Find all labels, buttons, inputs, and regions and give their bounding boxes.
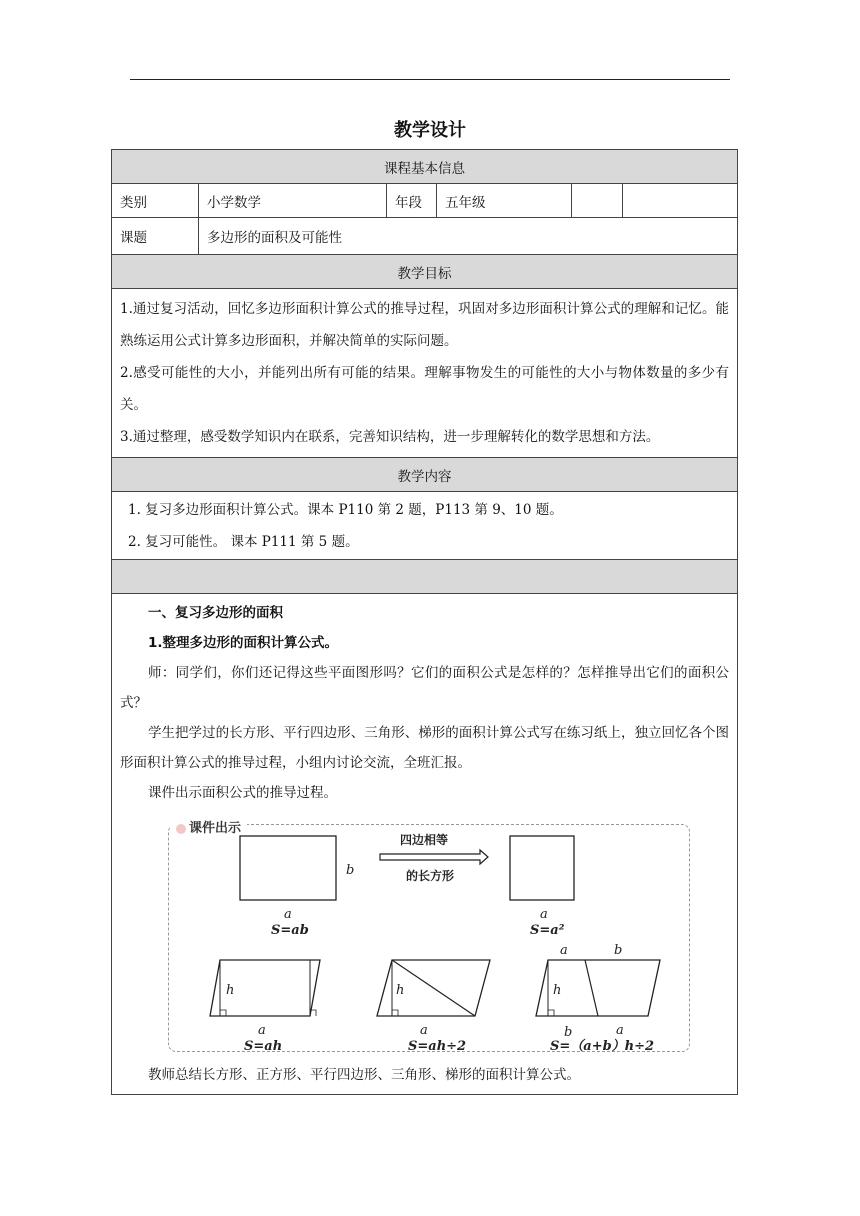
empty-cell — [572, 184, 623, 218]
arrow-text-bottom: 的长方形 — [406, 869, 455, 883]
student-activity: 学生把学过的长方形、平行四边形、三角形、梯形的面积计算公式写在练习纸上，独立回忆各个图形面积计算公式的推导过程，小组内讨论交流，全班汇报。 — [120, 725, 730, 771]
triangle-diagonal — [392, 960, 475, 1016]
teacher-question: 师：同学们，你们还记得这些平面图形吗？它们的面积公式是怎样的？怎样推导出它们的面积公式？ — [120, 665, 730, 711]
topic-value: 多边形的面积及可能性 — [199, 218, 738, 255]
trapezoid-h: h — [553, 983, 562, 998]
right-angle-icon — [392, 1010, 398, 1016]
goal-item: 2.感受可能性的大小，并能列出所有可能的结果。理解事物发生的可能性的大小与物体数量的多少有关。 — [120, 365, 730, 413]
teacher-summary: 教师总结长方形、正方形、平行四边形、三角形、梯形的面积计算公式。 — [148, 1067, 580, 1083]
trapezoid-bottom-b: b — [564, 1025, 573, 1040]
right-angle-icon — [548, 1010, 554, 1016]
goals-body — [112, 289, 738, 458]
basic-info-header: 课程基本信息 — [112, 150, 738, 184]
trapezoid-divider — [585, 960, 598, 1016]
category-label: 类别 — [112, 184, 199, 218]
transform-arrow-icon — [380, 850, 488, 864]
content-item: 2. 复习可能性。 课本 P111 第 5 题。 — [128, 533, 359, 550]
arrow-text-top: 四边相等 — [400, 833, 449, 847]
trapezoid-bottom-a: a — [616, 1023, 624, 1038]
process-body — [112, 594, 738, 1095]
square-formula: S=a² — [530, 923, 565, 938]
courseware-note: 课件出示面积公式的推导过程。 — [148, 785, 337, 801]
content-body — [112, 492, 738, 560]
rectangle-shape — [240, 836, 336, 900]
figure-drawing — [160, 814, 690, 1054]
square-side-a: a — [540, 907, 548, 922]
section-title: 一、复习多边形的面积 — [148, 605, 283, 621]
goal-item: 3.通过整理，感受数学知识内在联系，完善知识结构，进一步理解转化的数学思想和方法。 — [120, 429, 660, 445]
figure-tag-label: 课件出示 — [189, 821, 242, 836]
lesson-plan-table — [111, 149, 738, 1095]
triangle-formula: S=ah÷2 — [408, 1039, 467, 1054]
rect-formula: S=ab — [271, 923, 309, 938]
document-title: 教学设计 — [394, 120, 466, 141]
process-header — [112, 560, 738, 594]
grade-value: 五年级 — [437, 184, 572, 218]
area-formula-figure — [160, 814, 690, 1054]
trapezoid-formula: S=（a+b）h÷2 — [550, 1039, 655, 1054]
topic-label: 课题 — [112, 218, 199, 255]
content-item: 1. 复习多边形面积计算公式。课本 P110 第 2 题，P113 第 9、10 题。 — [128, 501, 563, 518]
trapezoid-top-b: b — [614, 943, 623, 958]
rect-side-a: a — [284, 907, 292, 922]
empty-cell — [623, 184, 738, 218]
parallelogram-formula: S=ah — [244, 1039, 283, 1054]
header-rule — [130, 79, 730, 80]
right-angle-icon — [220, 1010, 226, 1016]
goals-header: 教学目标 — [112, 255, 738, 289]
goal-item: 1.通过复习活动，回忆多边形面积计算公式的推导过程，巩固对多边形面积计算公式的理解和记忆。能熟练运用公式计算多边形面积，并解决简单的实际问题。 — [120, 301, 730, 349]
content-header: 教学内容 — [112, 458, 738, 492]
subsection-title: 1.整理多边形的面积计算公式。 — [148, 635, 339, 651]
square-shape — [510, 836, 574, 900]
parallelogram-a: a — [258, 1023, 266, 1038]
parallelogram-h: h — [226, 983, 235, 998]
category-value: 小学数学 — [199, 184, 387, 218]
grade-label: 年段 — [387, 184, 437, 218]
triangle-h: h — [396, 983, 405, 998]
triangle-a: a — [420, 1023, 428, 1038]
rect-side-b: b — [346, 863, 355, 878]
trapezoid-top-a: a — [560, 943, 568, 958]
